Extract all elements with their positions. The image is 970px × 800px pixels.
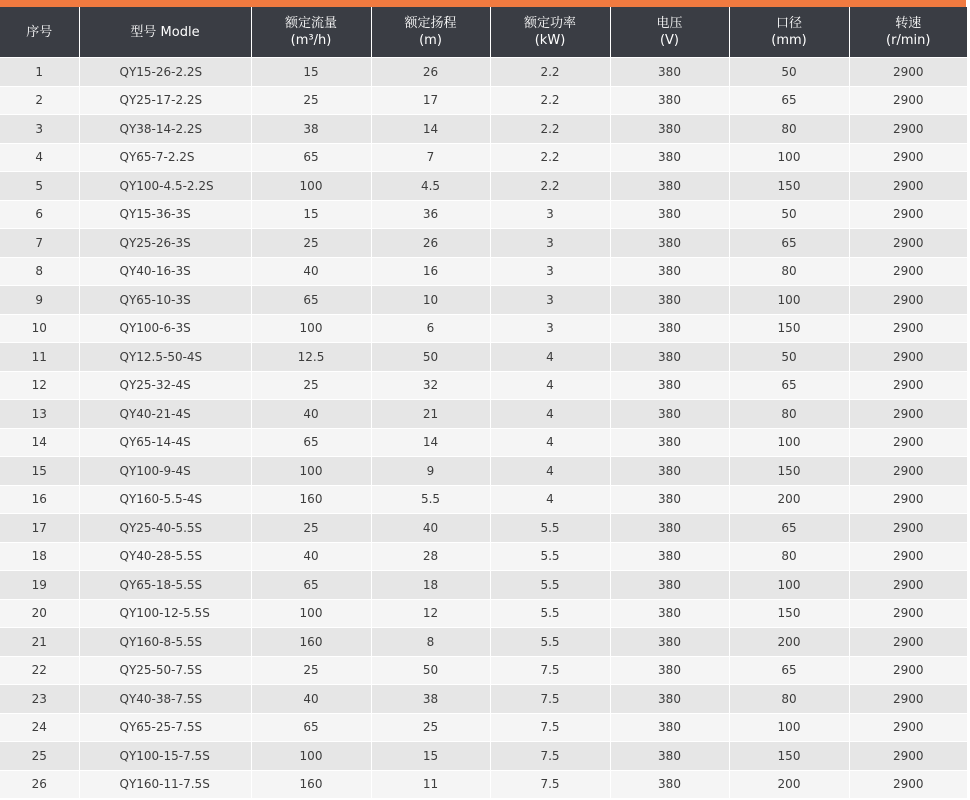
cell-flow: 160 (251, 628, 371, 657)
cell-power: 2.2 (490, 86, 610, 115)
cell-head: 26 (371, 229, 490, 258)
cell-speed: 2900 (849, 314, 967, 343)
cell-power: 5.5 (490, 542, 610, 571)
table-row (0, 428, 967, 457)
cell-flow: 25 (251, 229, 371, 258)
cell-power: 3 (490, 229, 610, 258)
cell-no: 23 (0, 685, 79, 714)
table-row (0, 257, 967, 286)
cell-speed: 2900 (849, 229, 967, 258)
cell-no: 1 (0, 58, 79, 87)
cell-voltage: 380 (610, 343, 729, 372)
cell-no: 5 (0, 172, 79, 201)
cell-power: 2.2 (490, 143, 610, 172)
cell-head: 14 (371, 115, 490, 144)
table-row (0, 400, 967, 429)
cell-head: 5.5 (371, 485, 490, 514)
cell-flow: 100 (251, 314, 371, 343)
cell-no: 12 (0, 371, 79, 400)
cell-voltage: 380 (610, 571, 729, 600)
cell-speed: 2900 (849, 58, 967, 87)
table-row (0, 371, 967, 400)
cell-flow: 15 (251, 58, 371, 87)
cell-model: QY15-36-3S (79, 200, 251, 229)
cell-bore: 50 (729, 58, 849, 87)
cell-flow: 40 (251, 257, 371, 286)
cell-voltage: 380 (610, 143, 729, 172)
cell-no: 20 (0, 599, 79, 628)
cell-power: 3 (490, 286, 610, 315)
cell-bore: 150 (729, 457, 849, 486)
cell-bore: 150 (729, 172, 849, 201)
cell-power: 7.5 (490, 742, 610, 771)
cell-speed: 2900 (849, 742, 967, 771)
cell-power: 3 (490, 257, 610, 286)
cell-flow: 40 (251, 685, 371, 714)
cell-power: 5.5 (490, 628, 610, 657)
table-row (0, 115, 967, 144)
cell-power: 7.5 (490, 656, 610, 685)
table-row (0, 86, 967, 115)
cell-power: 5.5 (490, 514, 610, 543)
cell-bore: 200 (729, 628, 849, 657)
pump-spec-table (0, 7, 967, 799)
cell-speed: 2900 (849, 685, 967, 714)
cell-voltage: 380 (610, 628, 729, 657)
cell-voltage: 380 (610, 58, 729, 87)
col-header-bore: 口径 (mm) (729, 7, 849, 58)
cell-model: QY100-4.5-2.2S (79, 172, 251, 201)
cell-head: 50 (371, 656, 490, 685)
cell-no: 24 (0, 713, 79, 742)
cell-power: 2.2 (490, 172, 610, 201)
cell-no: 14 (0, 428, 79, 457)
cell-model: QY38-14-2.2S (79, 115, 251, 144)
cell-speed: 2900 (849, 599, 967, 628)
cell-speed: 2900 (849, 286, 967, 315)
cell-voltage: 380 (610, 200, 729, 229)
cell-power: 4 (490, 457, 610, 486)
cell-model: QY25-17-2.2S (79, 86, 251, 115)
cell-speed: 2900 (849, 628, 967, 657)
cell-head: 50 (371, 343, 490, 372)
cell-model: QY65-7-2.2S (79, 143, 251, 172)
table-row (0, 713, 967, 742)
cell-speed: 2900 (849, 115, 967, 144)
cell-model: QY40-21-4S (79, 400, 251, 429)
cell-flow: 65 (251, 143, 371, 172)
cell-head: 15 (371, 742, 490, 771)
cell-power: 7.5 (490, 713, 610, 742)
cell-power: 5.5 (490, 571, 610, 600)
cell-head: 9 (371, 457, 490, 486)
cell-no: 10 (0, 314, 79, 343)
cell-power: 7.5 (490, 770, 610, 799)
table-row (0, 742, 967, 771)
cell-voltage: 380 (610, 457, 729, 486)
cell-head: 7 (371, 143, 490, 172)
cell-no: 2 (0, 86, 79, 115)
cell-no: 13 (0, 400, 79, 429)
cell-model: QY65-25-7.5S (79, 713, 251, 742)
cell-bore: 200 (729, 485, 849, 514)
cell-bore: 80 (729, 400, 849, 429)
cell-power: 4 (490, 343, 610, 372)
cell-voltage: 380 (610, 428, 729, 457)
table-row (0, 485, 967, 514)
accent-bar (0, 0, 966, 7)
cell-power: 7.5 (490, 685, 610, 714)
cell-speed: 2900 (849, 343, 967, 372)
cell-bore: 100 (729, 713, 849, 742)
cell-head: 26 (371, 58, 490, 87)
table-row (0, 571, 967, 600)
cell-no: 15 (0, 457, 79, 486)
cell-power: 2.2 (490, 115, 610, 144)
cell-model: QY65-14-4S (79, 428, 251, 457)
col-header-head: 额定扬程 (m) (371, 7, 490, 58)
table-row (0, 628, 967, 657)
cell-flow: 160 (251, 485, 371, 514)
cell-voltage: 380 (610, 229, 729, 258)
cell-no: 17 (0, 514, 79, 543)
cell-speed: 2900 (849, 257, 967, 286)
cell-voltage: 380 (610, 314, 729, 343)
cell-voltage: 380 (610, 713, 729, 742)
cell-flow: 65 (251, 286, 371, 315)
cell-no: 9 (0, 286, 79, 315)
cell-flow: 100 (251, 457, 371, 486)
cell-speed: 2900 (849, 400, 967, 429)
table-row (0, 542, 967, 571)
cell-voltage: 380 (610, 514, 729, 543)
table-row (0, 685, 967, 714)
cell-bore: 100 (729, 571, 849, 600)
cell-no: 19 (0, 571, 79, 600)
cell-head: 16 (371, 257, 490, 286)
cell-head: 10 (371, 286, 490, 315)
cell-voltage: 380 (610, 400, 729, 429)
cell-speed: 2900 (849, 371, 967, 400)
cell-bore: 65 (729, 371, 849, 400)
cell-head: 4.5 (371, 172, 490, 201)
cell-speed: 2900 (849, 143, 967, 172)
cell-speed: 2900 (849, 86, 967, 115)
cell-flow: 40 (251, 400, 371, 429)
table-row (0, 514, 967, 543)
cell-voltage: 380 (610, 656, 729, 685)
cell-head: 6 (371, 314, 490, 343)
cell-no: 4 (0, 143, 79, 172)
cell-bore: 80 (729, 257, 849, 286)
cell-flow: 25 (251, 371, 371, 400)
cell-flow: 40 (251, 542, 371, 571)
table-row (0, 770, 967, 799)
table-header-row (0, 7, 967, 58)
cell-power: 4 (490, 485, 610, 514)
cell-flow: 38 (251, 115, 371, 144)
cell-head: 8 (371, 628, 490, 657)
cell-bore: 150 (729, 742, 849, 771)
cell-bore: 200 (729, 770, 849, 799)
cell-model: QY100-6-3S (79, 314, 251, 343)
cell-model: QY65-18-5.5S (79, 571, 251, 600)
cell-bore: 100 (729, 428, 849, 457)
cell-voltage: 380 (610, 485, 729, 514)
cell-model: QY100-12-5.5S (79, 599, 251, 628)
cell-head: 32 (371, 371, 490, 400)
cell-flow: 160 (251, 770, 371, 799)
cell-voltage: 380 (610, 172, 729, 201)
cell-bore: 65 (729, 86, 849, 115)
cell-model: QY40-16-3S (79, 257, 251, 286)
cell-voltage: 380 (610, 542, 729, 571)
cell-model: QY12.5-50-4S (79, 343, 251, 372)
cell-speed: 2900 (849, 200, 967, 229)
table-row (0, 58, 967, 87)
cell-flow: 100 (251, 742, 371, 771)
cell-head: 11 (371, 770, 490, 799)
cell-speed: 2900 (849, 542, 967, 571)
col-header-speed: 转速 (r/min) (849, 7, 967, 58)
cell-speed: 2900 (849, 428, 967, 457)
cell-model: QY40-28-5.5S (79, 542, 251, 571)
cell-flow: 12.5 (251, 343, 371, 372)
cell-bore: 65 (729, 229, 849, 258)
cell-voltage: 380 (610, 599, 729, 628)
cell-flow: 65 (251, 713, 371, 742)
cell-head: 36 (371, 200, 490, 229)
col-header-power: 额定功率 (kW) (490, 7, 610, 58)
cell-power: 4 (490, 400, 610, 429)
cell-speed: 2900 (849, 485, 967, 514)
cell-no: 21 (0, 628, 79, 657)
table-row (0, 143, 967, 172)
col-header-model: 型号 Modle (79, 7, 251, 58)
cell-no: 3 (0, 115, 79, 144)
cell-speed: 2900 (849, 514, 967, 543)
table-row (0, 286, 967, 315)
cell-flow: 100 (251, 599, 371, 628)
cell-model: QY25-50-7.5S (79, 656, 251, 685)
cell-no: 6 (0, 200, 79, 229)
cell-no: 8 (0, 257, 79, 286)
cell-bore: 50 (729, 343, 849, 372)
cell-flow: 100 (251, 172, 371, 201)
cell-bore: 150 (729, 314, 849, 343)
cell-bore: 50 (729, 200, 849, 229)
cell-voltage: 380 (610, 257, 729, 286)
col-header-no: 序号 (0, 7, 79, 58)
cell-model: QY160-11-7.5S (79, 770, 251, 799)
cell-speed: 2900 (849, 457, 967, 486)
table-row (0, 172, 967, 201)
cell-no: 22 (0, 656, 79, 685)
table-row (0, 656, 967, 685)
cell-bore: 100 (729, 286, 849, 315)
table-row (0, 229, 967, 258)
cell-model: QY40-38-7.5S (79, 685, 251, 714)
cell-head: 17 (371, 86, 490, 115)
cell-model: QY100-9-4S (79, 457, 251, 486)
cell-bore: 65 (729, 514, 849, 543)
cell-flow: 65 (251, 571, 371, 600)
cell-head: 21 (371, 400, 490, 429)
cell-bore: 100 (729, 143, 849, 172)
cell-speed: 2900 (849, 571, 967, 600)
cell-speed: 2900 (849, 172, 967, 201)
cell-speed: 2900 (849, 656, 967, 685)
cell-flow: 15 (251, 200, 371, 229)
cell-bore: 80 (729, 542, 849, 571)
cell-power: 2.2 (490, 58, 610, 87)
table-row (0, 343, 967, 372)
cell-no: 11 (0, 343, 79, 372)
cell-bore: 65 (729, 656, 849, 685)
cell-no: 18 (0, 542, 79, 571)
cell-model: QY65-10-3S (79, 286, 251, 315)
cell-bore: 80 (729, 685, 849, 714)
cell-head: 25 (371, 713, 490, 742)
cell-model: QY100-15-7.5S (79, 742, 251, 771)
cell-model: QY25-40-5.5S (79, 514, 251, 543)
cell-bore: 150 (729, 599, 849, 628)
cell-model: QY160-8-5.5S (79, 628, 251, 657)
cell-voltage: 380 (610, 685, 729, 714)
cell-bore: 80 (729, 115, 849, 144)
table-row (0, 200, 967, 229)
cell-voltage: 380 (610, 770, 729, 799)
cell-voltage: 380 (610, 742, 729, 771)
cell-flow: 65 (251, 428, 371, 457)
cell-flow: 25 (251, 86, 371, 115)
col-header-flow: 额定流量 (m³/h) (251, 7, 371, 58)
cell-flow: 25 (251, 656, 371, 685)
cell-model: QY160-5.5-4S (79, 485, 251, 514)
cell-no: 25 (0, 742, 79, 771)
table-row (0, 457, 967, 486)
cell-power: 3 (490, 200, 610, 229)
cell-power: 4 (490, 428, 610, 457)
cell-power: 3 (490, 314, 610, 343)
cell-head: 38 (371, 685, 490, 714)
cell-model: QY25-32-4S (79, 371, 251, 400)
cell-model: QY15-26-2.2S (79, 58, 251, 87)
cell-flow: 25 (251, 514, 371, 543)
cell-power: 4 (490, 371, 610, 400)
cell-no: 7 (0, 229, 79, 258)
cell-model: QY25-26-3S (79, 229, 251, 258)
cell-head: 14 (371, 428, 490, 457)
table-row (0, 599, 967, 628)
cell-voltage: 380 (610, 86, 729, 115)
table-body (0, 58, 967, 799)
cell-speed: 2900 (849, 713, 967, 742)
cell-no: 16 (0, 485, 79, 514)
cell-speed: 2900 (849, 770, 967, 799)
cell-head: 28 (371, 542, 490, 571)
cell-head: 18 (371, 571, 490, 600)
cell-head: 40 (371, 514, 490, 543)
table-row (0, 314, 967, 343)
cell-head: 12 (371, 599, 490, 628)
cell-voltage: 380 (610, 371, 729, 400)
cell-no: 26 (0, 770, 79, 799)
col-header-voltage: 电压 (V) (610, 7, 729, 58)
cell-voltage: 380 (610, 286, 729, 315)
cell-power: 5.5 (490, 599, 610, 628)
cell-voltage: 380 (610, 115, 729, 144)
